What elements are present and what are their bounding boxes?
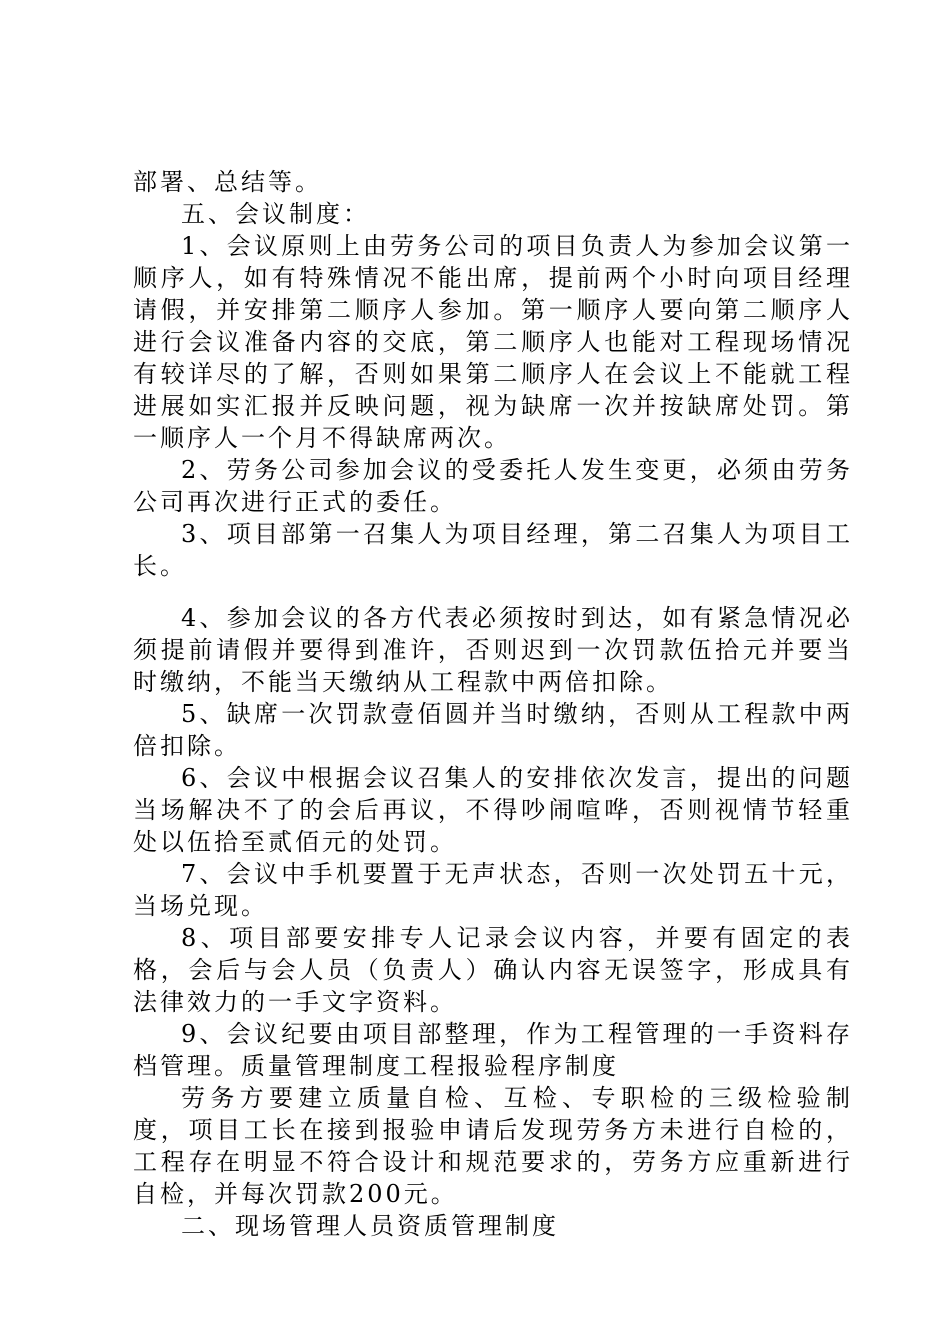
rule-item-1: 1、会议原则上由劳务公司的项目负责人为参加会议第一顺序人，如有特殊情况不能出席，提前两个小时向项目经理请假，并安排第二顺序人参加。第一顺序人要向第二顺序人进行会议准备内容的交底，第二顺序人也能对工程现场情况有较详尽的了解，否则如果第二顺序人在会议上不能就工程进展如实汇报并反映问题，视为缺席一次并按缺席处罚。第一顺序人一个月不得缺席两次。 [133,232,853,452]
section-heading-staff-qualification: 二、现场管理人员资质管理制度 [181,1212,559,1240]
rule-item-6: 6、会议中根据会议召集人的安排依次发言，提出的问题当场解决不了的会后再议，不得吵闹喧哗，否则视情节轻重处以伍拾至贰佰元的处罚。 [133,764,853,856]
paragraph-continuation: 部署、总结等。 [133,168,322,196]
rule-item-9: 9、会议纪要由项目部整理，作为工程管理的一手资料存档管理。质量管理制度工程报验程序制度 [133,1020,853,1080]
quality-inspection-paragraph: 劳务方要建立质量自检、互检、专职检的三级检验制度，项目工长在接到报验申请后发现劳务方未进行自检的，工程存在明显不符合设计和规范要求的，劳务方应重新进行自检，并每次罚款200元。 [133,1084,853,1208]
section-heading-meeting-rules: 五、会议制度： [181,200,370,228]
rule-item-7: 7、会议中手机要置于无声状态，否则一次处罚五十元，当场兑现。 [133,860,853,920]
rule-item-8: 8、项目部要安排专人记录会议内容，并要有固定的表格，会后与会人员（负责人）确认内容无误签字，形成具有法律效力的一手文字资料。 [133,924,853,1016]
rule-item-4: 4、参加会议的各方代表必须按时到达，如有紧急情况必须提前请假并要得到准许，否则迟到一次罚款伍拾元并要当时缴纳，不能当天缴纳从工程款中两倍扣除。 [133,604,853,696]
rule-item-3: 3、项目部第一召集人为项目经理，第二召集人为项目工长。 [133,520,853,580]
rule-item-5: 5、缺席一次罚款壹佰圆并当时缴纳，否则从工程款中两倍扣除。 [133,700,853,760]
document-body [133,166,853,1242]
rule-item-2: 2、劳务公司参加会议的受委托人发生变更，必须由劳务公司再次进行正式的委任。 [133,456,853,516]
